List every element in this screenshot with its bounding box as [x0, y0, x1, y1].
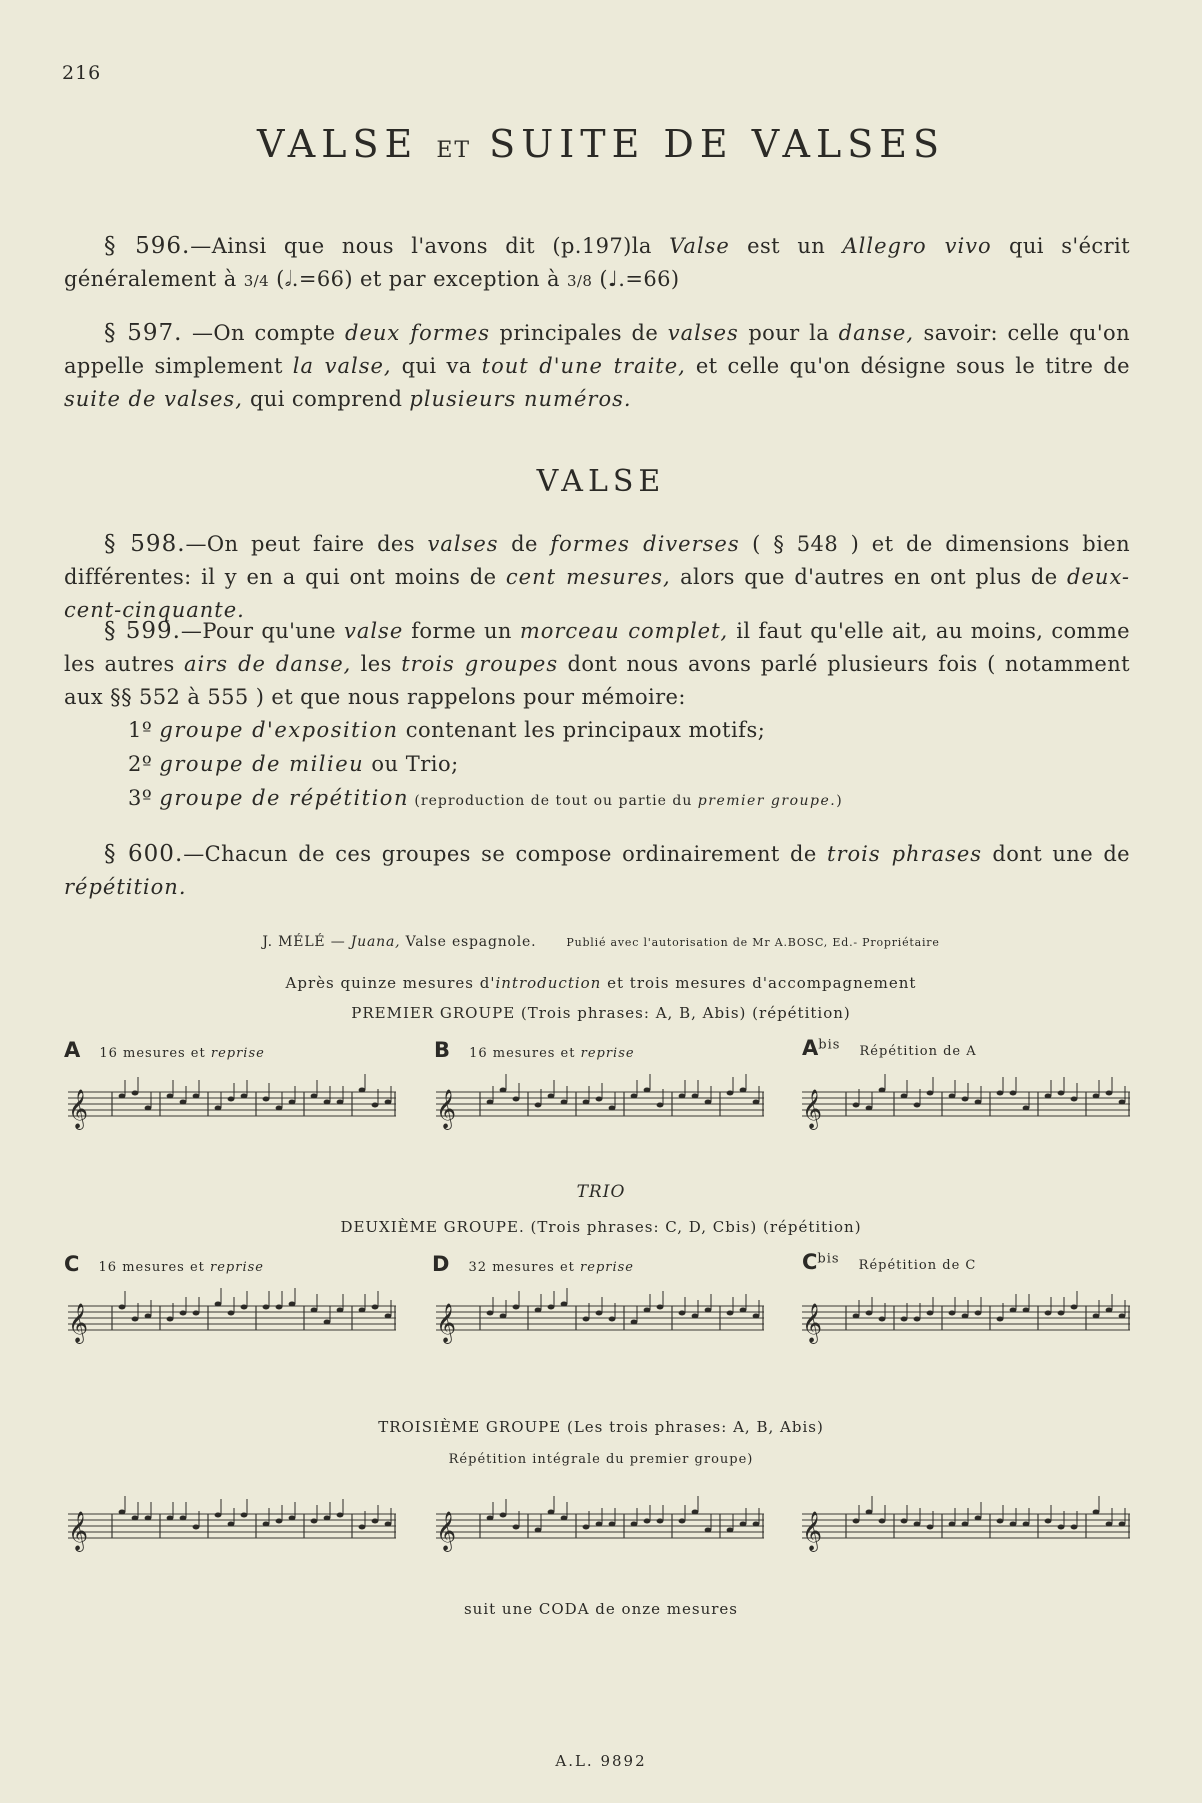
section-number: § 598. [104, 531, 186, 557]
paragraph-600: § 600.—Chacun de ces groupes se compose ordinairement de trois phrases dont une de répétition. [64, 841, 1130, 899]
staff-A [68, 1070, 396, 1130]
svg-text:𝄞: 𝄞 [436, 1089, 457, 1129]
title-et: ET [436, 138, 472, 163]
svg-text:𝄞: 𝄞 [68, 1511, 89, 1551]
section-number: § 596. [104, 233, 191, 259]
paragraph-598: § 598.—On peut faire des valses de formes diverses ( § 548 ) et de dimensions bien différentes: il y en a qui ont moins de cent mesures, alors que d'autres en ont plus de deux-cent-cinquante. [64, 531, 1131, 622]
group-1-heading: PREMIER GROUPE (Trois phrases: A, B, Abis) (répétition) [351, 1004, 851, 1022]
staff-Abis-repeat [802, 1492, 1130, 1552]
svg-text:𝄞: 𝄞 [802, 1303, 823, 1343]
staff-D [436, 1284, 764, 1344]
section-number: § 597. [104, 320, 183, 346]
paragraph-596: § 596.—Ainsi que nous l'avons dit (p.197)la Valse est un Allegro vivo qui s'écrit généralement à 3/4 (𝅗𝅥.=66) et par exception à 3/8 (♩.=66) [64, 233, 1130, 291]
staff-Cbis [802, 1284, 1130, 1344]
label-C: C 16 mesures et reprise [64, 1252, 264, 1276]
staff-B [436, 1070, 764, 1130]
svg-text:𝄞: 𝄞 [802, 1511, 823, 1551]
list-item: 2º groupe de milieu ou Trio; [128, 752, 459, 776]
svg-text:𝄞: 𝄞 [68, 1303, 89, 1343]
coda-note: suit une CODA de onze mesures [463, 1600, 738, 1618]
list-item: 3º groupe de répétition (reproduction de tout ou partie du premier groupe.) [128, 786, 843, 810]
label-Abis: $A^{bis}$ Répétition de A [802, 1036, 977, 1060]
label-D: D 32 mesures et reprise [432, 1252, 634, 1276]
title-part-1: VALSE [256, 122, 419, 166]
svg-text:𝄞: 𝄞 [68, 1089, 89, 1129]
section-number: § 599. [104, 618, 181, 644]
staff-B-repeat [436, 1492, 764, 1552]
list-item: 1º groupe d'exposition contenant les principaux motifs; [128, 718, 766, 742]
permission-note: Publié avec l'autorisation de Mr A.BOSC, Ed.- Propriétaire [566, 936, 940, 949]
label-A: A 16 mesures et reprise [64, 1038, 265, 1062]
page-number: 216 [62, 62, 102, 84]
trio-heading: TRIO [576, 1182, 626, 1202]
svg-text:𝄞: 𝄞 [802, 1089, 823, 1129]
paragraph-597: § 597. —On compte deux formes principales de valses pour la danse, savoir: celle qu'on appelle simplement la valse, qui va tout d'une traite, et celle qu'on désigne sous le titre de suite de valses, qui comprend plusieurs numéros. [64, 320, 1130, 411]
example-credit: J. MÉLÉ — Juana, Valse espagnole. Publié avec l'autorisation de Mr A.BOSC, Ed.- Propriétaire [262, 934, 940, 950]
label-B: B 16 mesures et reprise [434, 1038, 635, 1062]
plate-number: A.L. 9892 [555, 1752, 647, 1770]
staff-Abis [802, 1070, 1130, 1130]
page-title [0, 122, 1202, 166]
staff-A-repeat [68, 1492, 396, 1552]
intro-line: Après quinze mesures d'introduction et trois mesures d'accompagnement [285, 974, 917, 992]
section-number: § 600. [104, 841, 184, 867]
svg-text:𝄞: 𝄞 [436, 1303, 457, 1343]
section-title: VALSE [536, 464, 666, 499]
group-3-heading: TROISIÈME GROUPE (Les trois phrases: A, B, Abis) [378, 1418, 824, 1436]
label-Cbis: $C^{bis}$ Répétition de C [802, 1250, 977, 1274]
staff-C [68, 1284, 396, 1344]
title-part-2: SUITE DE VALSES [489, 122, 946, 166]
svg-text:𝄞: 𝄞 [436, 1511, 457, 1551]
group-3-subheading: Répétition intégrale du premier groupe) [448, 1452, 754, 1467]
group-2-heading: DEUXIÈME GROUPE. (Trois phrases: C, D, Cbis) (répétition) [340, 1218, 862, 1236]
paragraph-599: § 599.—Pour qu'une valse forme un morceau complet, il faut qu'elle ait, au moins, comme les autres airs de danse, les trois groupes dont nous avons parlé plusieurs fois ( notamment aux §§ 552 à 555 ) et que nous rappelons pour mémoire: [64, 618, 1130, 709]
